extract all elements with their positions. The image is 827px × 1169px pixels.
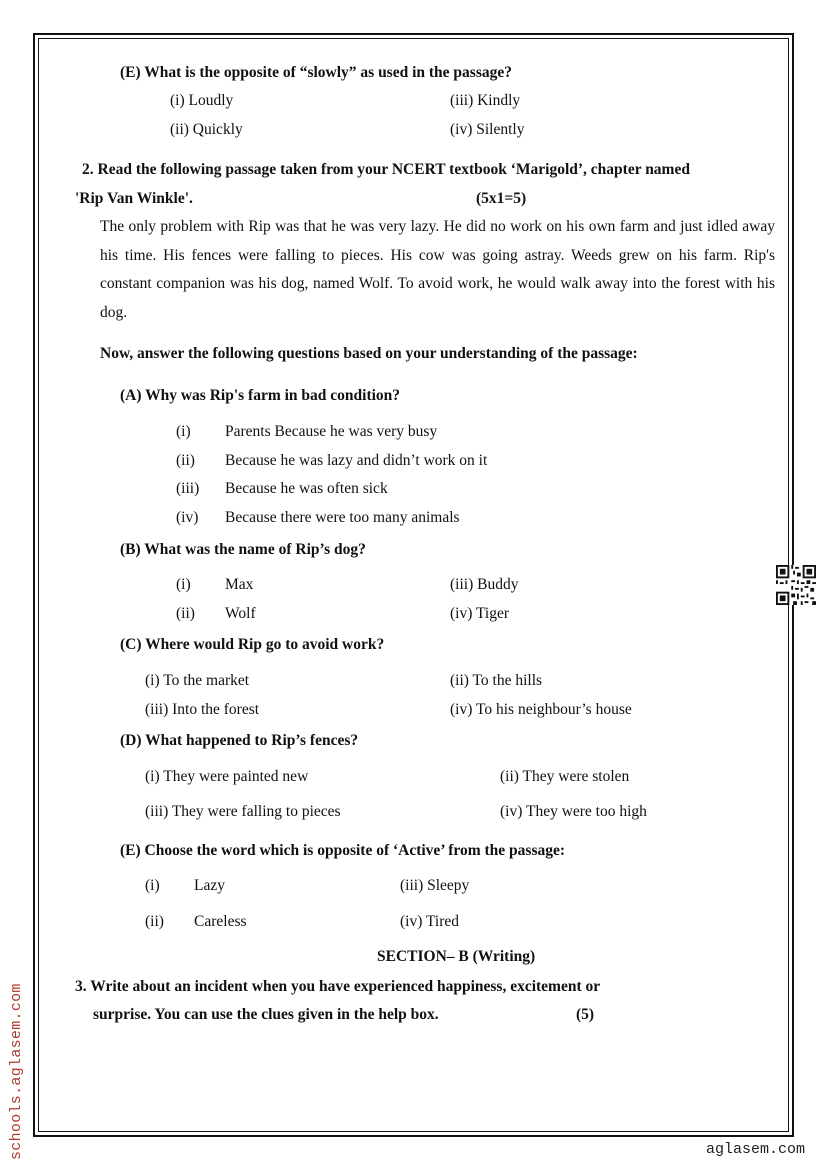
footer-watermark: aglasem.com (706, 1141, 806, 1158)
qA-opt3-num: (iii) (176, 480, 200, 497)
qA-opt1-text: Parents Because he was very busy (225, 423, 438, 440)
qD-opt3: (iii) They were falling to pieces (145, 803, 341, 820)
qC-opt1: (i) To the market (145, 672, 250, 689)
qD-opt4: (iv) They were too high (500, 803, 647, 820)
qB-question: (B) What was the name of Rip’s dog? (120, 541, 366, 558)
q1e-option-4: (iv) Silently (450, 121, 525, 138)
side-watermark: schools.aglasem.com (8, 983, 25, 1160)
q3-prompt-line1: 3. Write about an incident when you have experienced happiness, excitement or (75, 978, 601, 995)
qC-question: (C) Where would Rip go to avoid work? (120, 636, 385, 653)
qE-opt3-text: (iii) Sleepy (400, 877, 470, 894)
q1e-question: (E) What is the opposite of “slowly” as used in the passage? (120, 64, 512, 81)
qC-opt3: (iii) Into the forest (145, 701, 260, 718)
qB-opt2-num: (ii) (176, 605, 195, 622)
qD-question: (D) What happened to Rip’s fences? (120, 732, 359, 749)
qA-opt4-num: (iv) (176, 509, 199, 526)
q3-prompt-line2: surprise. You can use the clues given in the help box. (93, 1006, 439, 1023)
qE-opt1-text: Lazy (194, 877, 225, 894)
q3-marks: (5) (576, 1006, 595, 1023)
q1e-option-3: (iii) Kindly (450, 92, 521, 109)
qA-opt2-num: (ii) (176, 452, 195, 469)
qA-question: (A) Why was Rip's farm in bad condition? (120, 387, 401, 404)
qA-opt4-text: Because there were too many animals (225, 509, 460, 526)
qD-opt2: (ii) They were stolen (500, 768, 630, 785)
q2-heading: 2. Read the following passage taken from your NCERT textbook ‘Marigold’, chapter named (82, 161, 690, 178)
q1e-option-1: (i) Loudly (170, 92, 234, 109)
qD-opt1: (i) They were painted new (145, 768, 309, 785)
qA-opt1-num: (i) (176, 423, 191, 440)
qE-opt1-num: (i) (145, 877, 160, 894)
q2-marks: (5x1=5) (476, 190, 527, 207)
qE-opt4-text: (iv) Tired (400, 913, 459, 930)
qr-code-icon (776, 565, 816, 605)
qB-opt2-text: Wolf (225, 605, 256, 622)
qA-opt3-text: Because he was often sick (225, 480, 388, 497)
qE-question: (E) Choose the word which is opposite of ‘Active’ from the passage: (120, 842, 566, 859)
passage: The only problem with Rip was that he was very lazy. He did no work on his own farm and just idled away his time. His fences were falling to pieces. His cow was going astray. Weeds grew on his farm. Rip's constant companion was his dog, named Wolf. To avoid work, he would walk away into the forest with his dog. (100, 218, 775, 321)
qB-opt3-text: (iii) Buddy (450, 576, 519, 593)
qC-opt4: (iv) To his neighbour’s house (450, 701, 632, 718)
section-b-title: SECTION– B (Writing) (377, 948, 536, 965)
qB-opt1-num: (i) (176, 576, 191, 593)
qA-opt2-text: Because he was lazy and didn’t work on it (225, 452, 488, 469)
qE-opt2-num: (ii) (145, 913, 164, 930)
qC-opt2: (ii) To the hills (450, 672, 543, 689)
instruction: Now, answer the following questions based on your understanding of the passage: (100, 345, 638, 362)
qB-opt1-text: Max (225, 576, 254, 593)
q2-chapter: 'Rip Van Winkle'. (75, 190, 193, 207)
q1e-option-2: (ii) Quickly (170, 121, 243, 138)
qB-opt4-text: (iv) Tiger (450, 605, 509, 622)
qE-opt2-text: Careless (194, 913, 247, 930)
